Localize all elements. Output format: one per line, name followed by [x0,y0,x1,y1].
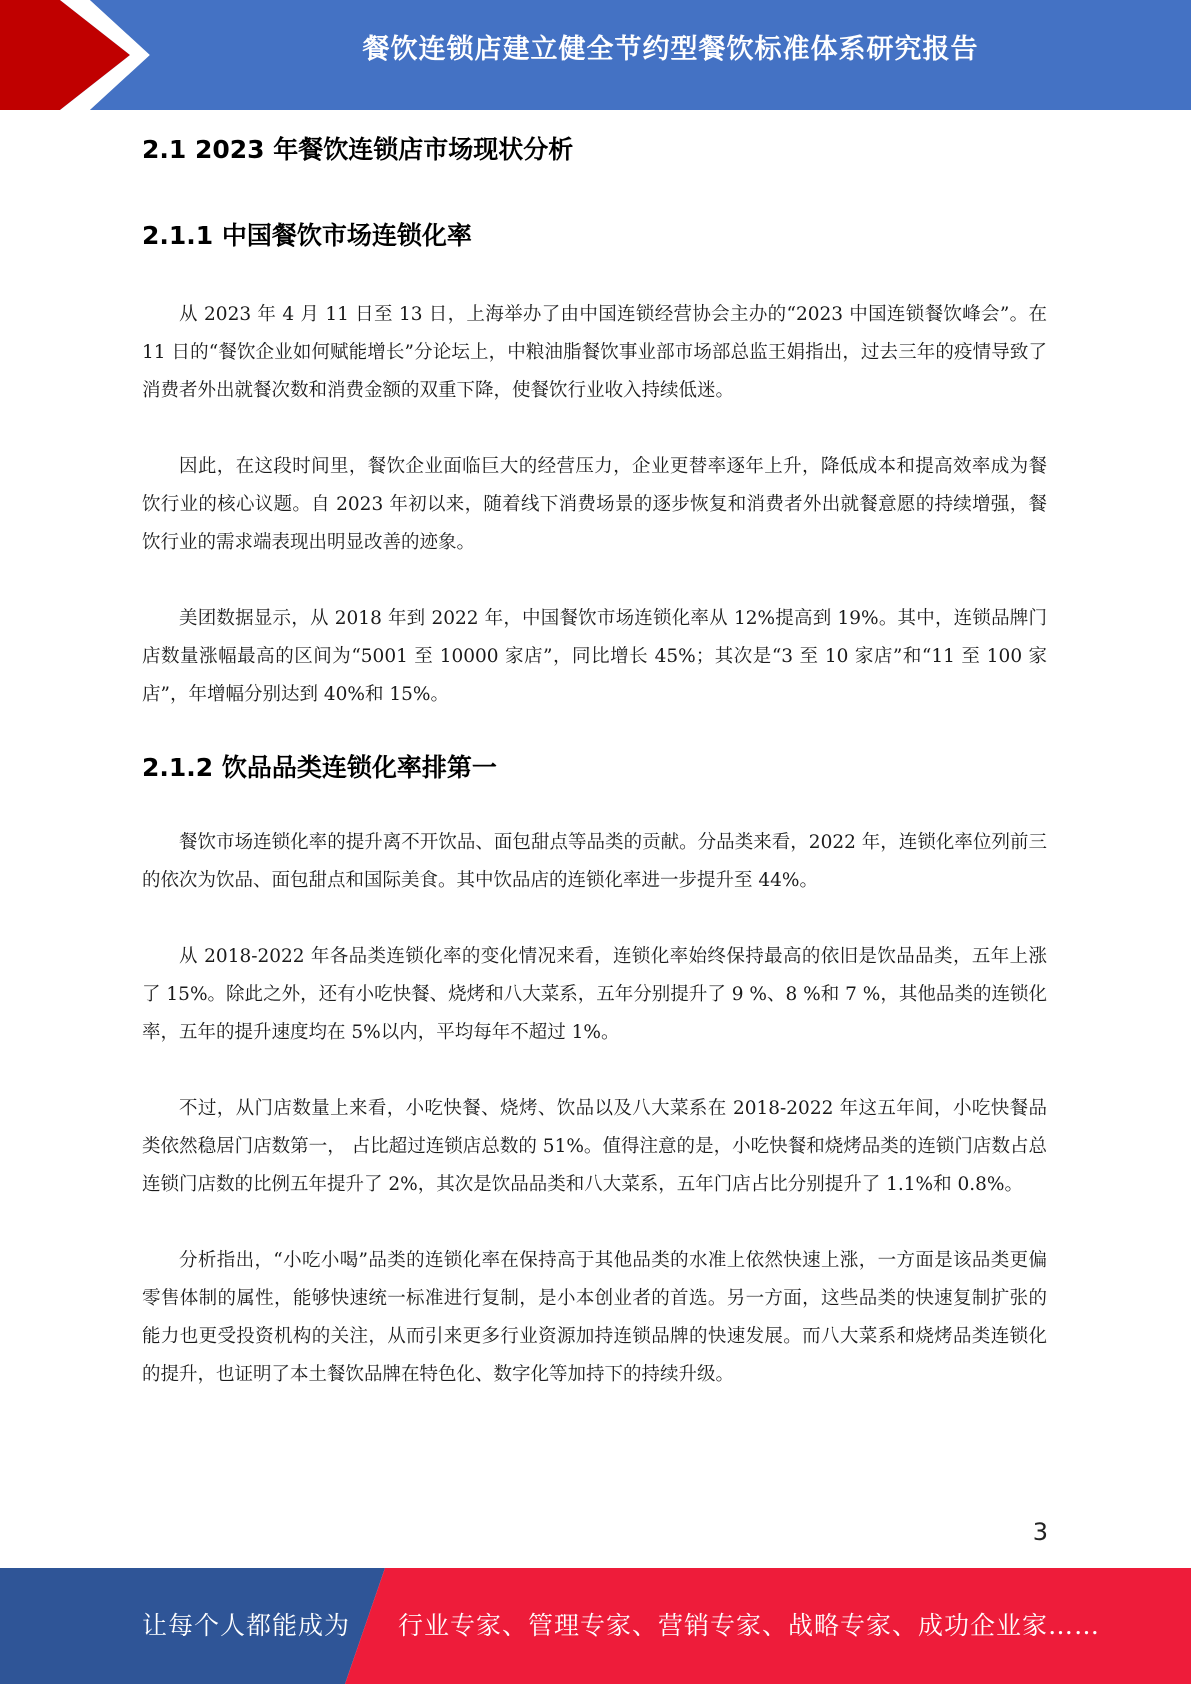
paragraph: 从 2018-2022 年各品类连锁化率的变化情况来看，连锁化率始终保持最高的依旧是饮品品类，五年上涨了 15%。除此之外，还有小吃快餐、烧烤和八大菜系，五年分别提升了 9 %、8 %和 7 %，其他品类的连锁化率，五年的提升速度均在 5%以内，平均每年不超过 1%。 [142,946,1047,1043]
subsection-heading-2-1-2: 2.1.2 饮品品类连锁化率排第一 [142,753,497,782]
paragraph: 因此，在这段时间里，餐饮企业面临巨大的经营压力，企业更替率逐年上升，降低成本和提高效率成为餐饮行业的核心议题。自 2023 年初以来，随着线下消费场景的逐步恢复和消费者外出就餐意愿的持续增强，餐饮行业的需求端表现出明显改善的迹象。 [142,456,1047,553]
section-heading: 2.1 2023 年餐饮连锁店市场现状分析 [142,135,574,164]
paragraph: 从 2023 年 4 月 11 日至 13 日，上海举办了由中国连锁经营协会主办的“2023 中国连锁餐饮峰会”。在 11 日的“餐饮企业如何赋能增长”分论坛上，中粮油脂餐饮事业部市场部总监王娟指出，过去三年的疫情导致了消费者外出就餐次数和消费金额的双重下降，使餐饮行业收入持续低迷。 [142,304,1047,401]
header-arrow-decoration [0,0,160,110]
document-body [142,128,1047,1394]
paragraph: 不过，从门店数量上来看，小吃快餐、烧烤、饮品以及八大菜系在 2018-2022 年这五年间，小吃快餐品类依然稳居门店数第一， 占比超过连锁店总数的 51%。值得注意的是，小吃快餐和烧烤品类的连锁门店数占总连锁门店数的比例五年提升了 2%，其次是饮品品类和八大菜系，五年门店占比分别提升了 1.1%和 0.8%。 [142,1098,1047,1195]
paragraph: 美团数据显示，从 2018 年到 2022 年，中国餐饮市场连锁化率从 12%提高到 19%。其中，连锁品牌门店数量涨幅最高的区间为“5001 至 10000 家店”，同比增长 45%；其次是“3 至 10 家店”和“11 至 100 家店”，年增幅分别达到 40%和 15%。 [142,608,1047,705]
subsection-heading-2-1-1: 2.1.1 中国餐饮市场连锁化率 [142,221,472,250]
footer-slogan-right: 行业专家、管理专家、营销专家、战略专家、成功企业家…… [398,1611,1101,1640]
footer-slogan-left: 让每个人都能成为 [142,1611,351,1640]
header-title: 餐饮连锁店建立健全节约型餐饮标准体系研究报告 [362,34,979,65]
paragraph: 分析指出，“小吃小喝”品类的连锁化率在保持高于其他品类的水准上依然快速上涨，一方面是该品类更偏零售体制的属性，能够快速统一标准进行复制，是小本创业者的首选。另一方面，这些品类的快速复制扩张的能力也更受投资机构的关注，从而引来更多行业资源加持连锁品牌的快速发展。而八大菜系和烧烤品类连锁化的提升，也证明了本土餐饮品牌在特色化、数字化等加持下的持续升级。 [142,1250,1047,1385]
page-header [0,0,1191,110]
page-number: 3 [1032,1518,1048,1546]
page-footer [0,1568,1191,1684]
paragraph: 餐饮市场连锁化率的提升离不开饮品、面包甜点等品类的贡献。分品类来看，2022 年，连锁化率位列前三的依次为饮品、面包甜点和国际美食。其中饮品店的连锁化率进一步提升至 44%。 [142,832,1047,891]
